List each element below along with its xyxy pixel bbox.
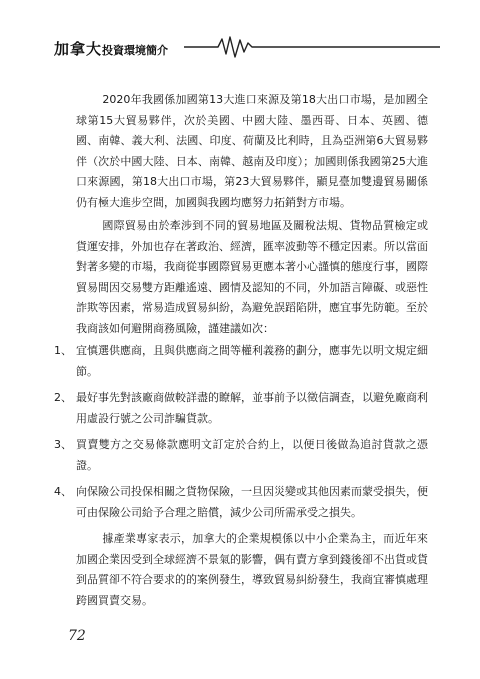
list-text: 最好事先對該廠商做較詳盡的瞭解，並事前予以徵信調查，以避免廠商利用虛設行號之公司詐騙貨款。 <box>76 391 428 425</box>
page-number: 72 <box>68 628 86 644</box>
list-item <box>50 388 428 429</box>
paragraph: 國際貿易由於牽涉到不同的貿易地區及關稅法規、貨物品質檢定或貨運安排，外加也存在著政治、經濟，匯率波動等不穩定因素。所以當面對著多變的市場，我商從事國際貿易更應本著小心謹慎的態度行事，國際貿易間因交易雙方距離遙遠、國情及認知的不同，外加語言障礙、或惡性詐欺等因素，常易造成貿易糾紛，為避免誤蹈陷阱，應宜事先防範。至於我商該如何避開商務風險，謹建議如次： <box>76 219 428 335</box>
list-number: 1、 <box>54 344 72 357</box>
list-text: 向保險公司投保相關之貨物保險，一旦因災變或其他因素而蒙受損失，便可由保險公司給予合理之賠償，減少公司所需承受之損失。 <box>76 485 428 519</box>
list-item <box>50 435 428 476</box>
body-text <box>54 90 428 611</box>
list-number: 2、 <box>54 391 72 404</box>
header-title-main: 加拿大 <box>54 40 103 58</box>
list-item <box>50 341 428 382</box>
recommendation-list <box>50 341 428 523</box>
header-title <box>54 38 168 59</box>
list-text: 宜慎選供應商，且與供應商之間等權利義務的劃分，應事先以明文規定細節。 <box>76 344 428 378</box>
header-title-sub: 投資環境簡介 <box>102 44 169 57</box>
list-item <box>50 482 428 523</box>
list-text: 買賣雙方之交易條款應明文訂定於合約上，以便日後做為追討貨款之憑證。 <box>76 438 428 472</box>
paragraph: 2020年我國係加國第13大進口來源及第18大出口市場，是加國全球第15大貿易夥伴，次於美國、中國大陸、墨西哥、日本、英國、德國、南韓、義大利、法國、印度、荷蘭及比利時，且為亞洲第6大貿易夥伴（次於中國大陸、日本、南韓、越南及印度）；加國則係我國第25大進口來源國，第18大出口市場，第23大貿易夥伴，顯見臺加雙邊貿易關係仍有極大進步空間，加國與我國均應努力拓銷對方市場。 <box>76 93 428 209</box>
closing-paragraph: 據產業專家表示，加拿大的企業規模係以中小企業為主，而近年來加國企業因受到全球經濟不景氣的影響，偶有賣方拿到錢後卻不出貨或貨到品質卻不符合要求的的案例發生，導致貿易糾紛發生，我商宜審慎處理跨國買賣交易。 <box>76 532 428 607</box>
running-header <box>50 30 440 60</box>
list-number: 3、 <box>54 438 72 451</box>
list-number: 4、 <box>54 485 72 498</box>
